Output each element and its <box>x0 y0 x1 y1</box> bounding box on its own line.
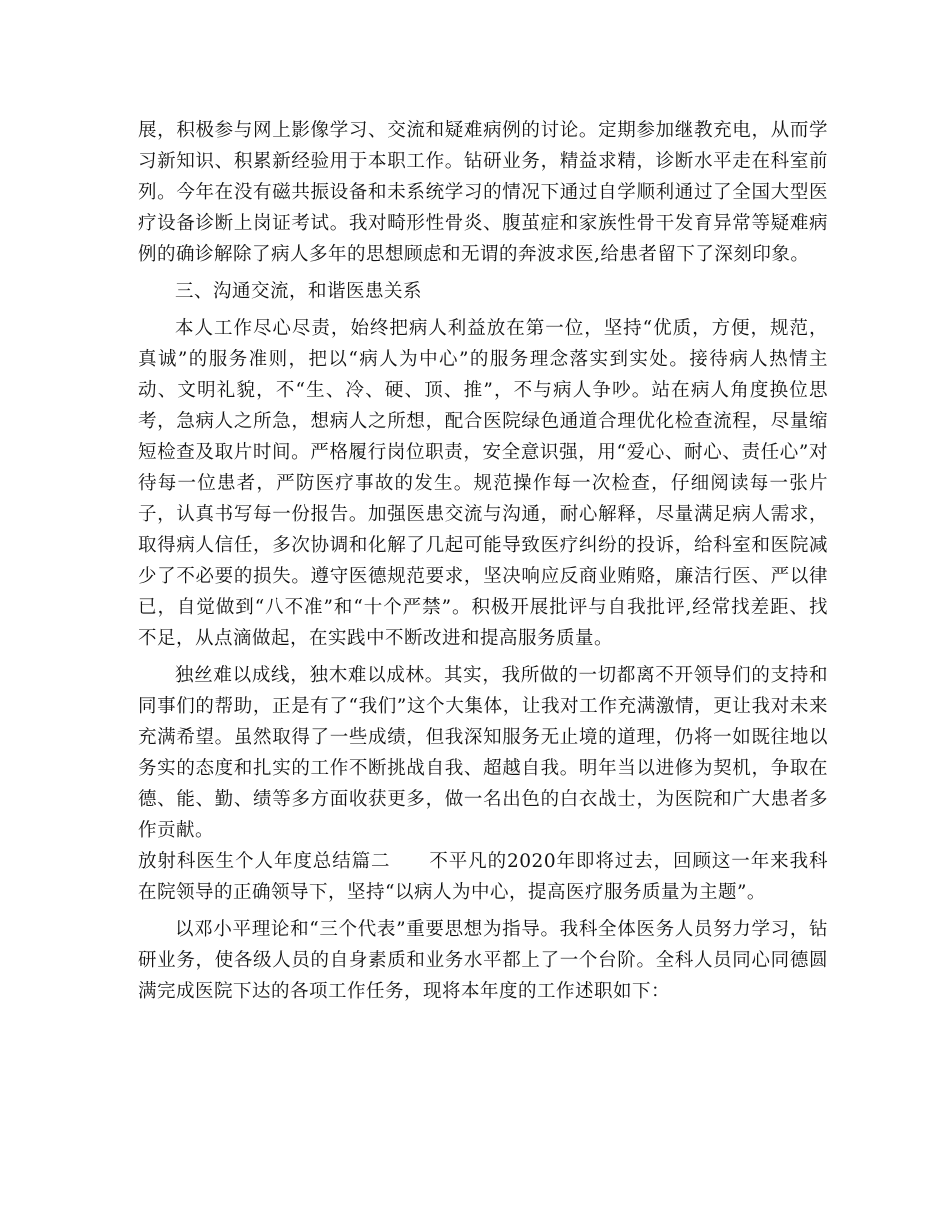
paragraph-teamwork: 独丝难以成线，独木难以成林。其实，我所做的一切都离不开领导们的支持和同事们的帮助，正是有了“我们”这个大集体，让我对工作充满激情，更让我对未来充满希望。虽然取得了一些成绩，但我深知服务无止境的道理，仍将一如既往地以务实的态度和扎实的工作不断挑战自我、超越自我。明年当以进修为契机，争取在德、能、勤、绩等多方面收获更多，做一名出色的白衣战士，为医院和广大患者多作贡献。 <box>138 665 828 841</box>
paragraph-summary-part-two: 放射科医生个人年度总结篇二 不平凡的2020年即将过去，回顾这一年来我科在院领导的正确领导下，坚持“以病人为中心，提高医疗服务质量为主题”。 <box>138 851 828 903</box>
document-body <box>138 115 828 1007</box>
paragraph-guiding-thought: 以邓小平理论和“三个代表”重要思想为指导。我科全体医务人员努力学习，钻研业务，使各级人员的自身素质和业务水平都上了一个台阶。全科人员同心同德圆满完成医院下达的各项工作任务，现将本年度的工作述职如下： <box>138 919 828 1002</box>
paragraph-patient-service: 本人工作尽心尽责，始终把病人利益放在第一位，坚持“优质，方便，规范，真诚”的服务准则，把以“病人为中心”的服务理念落实到实处。接待病人热情主动、文明礼貌，不“生、冷、硬、顶、推”，不与病人争吵。站在病人角度换位思考，急病人之所急，想病人之所想，配合医院绿色通道合理优化检查流程，尽量缩短检查及取片时间。严格履行岗位职责，安全意识强，用“爱心、耐心、责任心”对待每一位患者，严防医疗事故的发生。规范操作每一次检查，仔细阅读每一张片子，认真书写每一份报告。加强医患交流与沟通，耐心解释，尽量满足病人需求，取得病人信任，多次协调和化解了几起可能导致医疗纠纷的投诉，给科室和医院减少了不必要的损失。遵守医德规范要求，坚决响应反商业贿赂，廉洁行医、严以律已，自觉做到“八不准”和“十个严禁”。积极开展批评与自我批评,经常找差距、找不足，从点滴做起，在实践中不断改进和提高服务质量。 <box>138 318 828 649</box>
section-heading-communication: 三、沟通交流，和谐医患关系 <box>175 281 423 302</box>
paragraph-diagnosis-skills: 展，积极参与网上影像学习、交流和疑难病例的讨论。定期参加继教充电，从而学习新知识、积累新经验用于本职工作。钻研业务，精益求精，诊断水平走在科室前列。今年在没有磁共振设备和未系统学习的情况下通过自学顺利通过了全国大型医疗设备诊断上岗证考试。我对畸形性骨炎、腹茧症和家族性骨干发育异常等疑难病例的确诊解除了病人多年的思想顾虑和无谓的奔波求医,给患者留下了深刻印象。 <box>138 120 828 265</box>
